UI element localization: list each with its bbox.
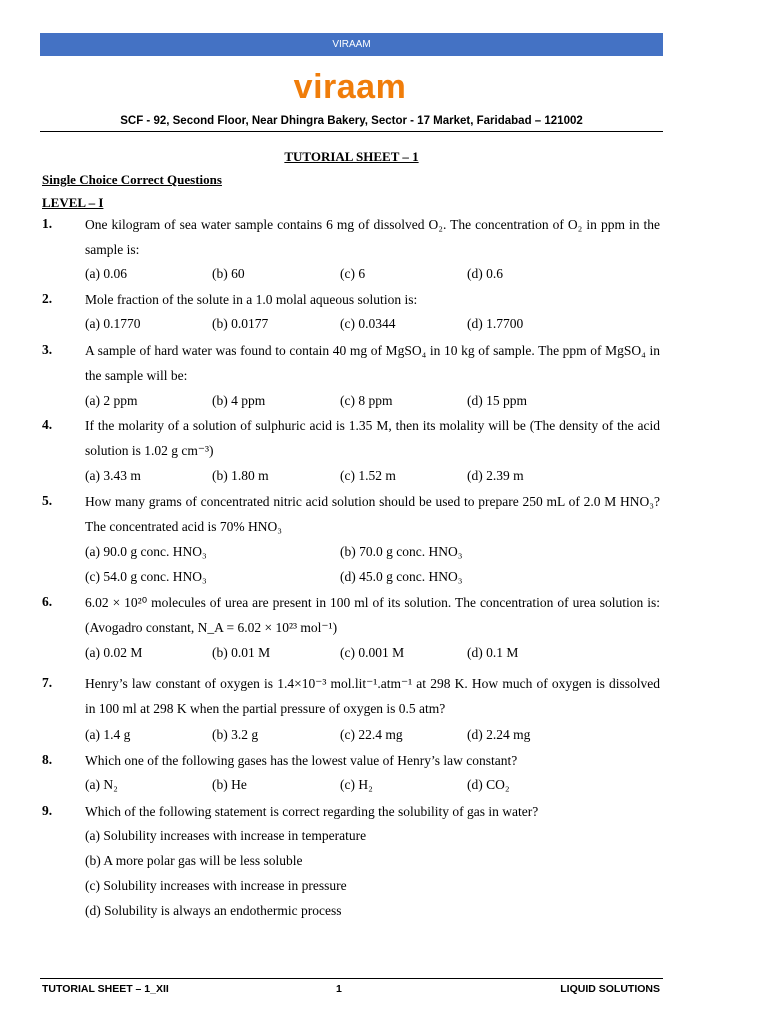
- option: (c) 6: [340, 266, 366, 281]
- question-number: 9.: [42, 803, 53, 818]
- option: (c) 1.52 m: [340, 468, 396, 483]
- option: (c) Solubility increases with increase in pressure: [85, 878, 347, 893]
- option: (c) 0.0344: [340, 316, 396, 331]
- option: (b) 0.0177: [212, 316, 269, 331]
- option: (d) 0.6: [467, 266, 503, 281]
- option: (b) He: [212, 777, 247, 792]
- option: (b) 4 ppm: [212, 393, 266, 408]
- question-number: 4.: [42, 417, 53, 432]
- option: (a) 90.0 g conc. HNO₃: [85, 544, 207, 559]
- question-number: 6.: [42, 594, 53, 609]
- question-text: If the molarity of a solution of sulphuric acid is 1.35 M, then its molality will be (The density of the acid solution is 1.02 g cm⁻³): [85, 418, 660, 458]
- option: (c) H₂: [340, 777, 373, 792]
- option: (d) 0.1 M: [467, 645, 519, 660]
- header-divider: [40, 131, 663, 132]
- option: (a) 1.4 g: [85, 727, 131, 742]
- footer-divider: [40, 978, 663, 979]
- option: (c) 54.0 g conc. HNO₃: [85, 569, 207, 584]
- option: (d) 15 ppm: [467, 393, 527, 408]
- option: (c) 22.4 mg: [340, 727, 403, 742]
- section-heading: Single Choice Correct Questions: [42, 172, 222, 187]
- footer-left: TUTORIAL SHEET – 1_XII: [42, 983, 169, 995]
- question-text: 6.02 × 10²⁰ molecules of urea are present in 100 ml of its solution. The concentration of urea solution is: (Avogadro constant, N_A = 6.02 × 10²³ mol⁻¹): [85, 595, 660, 635]
- level-heading: LEVEL – I: [42, 195, 104, 210]
- brand-logo: viraam: [293, 68, 407, 106]
- footer-right: LIQUID SOLUTIONS: [560, 983, 660, 995]
- question-number: 7.: [42, 675, 53, 690]
- page-title-text: TUTORIAL SHEET – 1: [284, 149, 419, 164]
- option: (b) 0.01 M: [212, 645, 271, 660]
- option: (d) Solubility is always an endothermic process: [85, 903, 342, 918]
- option: (a) N₂: [85, 777, 118, 792]
- option: (a) 2 ppm: [85, 393, 138, 408]
- address-line: SCF - 92, Second Floor, Near Dhingra Bakery, Sector - 17 Market, Faridabad – 121002: [120, 115, 583, 127]
- option: (a) Solubility increases with increase in temperature: [85, 828, 367, 843]
- question-text: Henry’s law constant of oxygen is 1.4×10⁻³ mol.lit⁻¹.atm⁻¹ at 298 K. How much of oxygen is dissolved in 100 ml at 298 K when the partial pressure of oxygen is 0.5 atm?: [85, 676, 660, 716]
- question-text: A sample of hard water was found to contain 40 mg of MgSO₄ in 10 kg of sample. The ppm of MgSO₄ in the sample will be:: [85, 343, 660, 383]
- option: (b) 1.80 m: [212, 468, 269, 483]
- question-number: 2.: [42, 291, 53, 306]
- question-text: Which of the following statement is correct regarding the solubility of gas in water?: [85, 804, 539, 819]
- page-title: [40, 149, 663, 165]
- question-text: Which one of the following gases has the lowest value of Henry’s law constant?: [85, 753, 518, 768]
- option: (a) 3.43 m: [85, 468, 141, 483]
- option: (d) CO₂: [467, 777, 510, 792]
- option: (d) 2.24 mg: [467, 727, 531, 742]
- option: (b) 60: [212, 266, 245, 281]
- option: (c) 0.001 M: [340, 645, 405, 660]
- option: (a) 0.06: [85, 266, 127, 281]
- question-number: 1.: [42, 216, 53, 231]
- option: (a) 0.1770: [85, 316, 141, 331]
- question-text: Mole fraction of the solute in a 1.0 molal aqueous solution is:: [85, 292, 418, 307]
- question-number: 8.: [42, 752, 53, 767]
- option: (a) 0.02 M: [85, 645, 143, 660]
- option: (d) 45.0 g conc. HNO₃: [340, 569, 463, 584]
- option: (d) 2.39 m: [467, 468, 524, 483]
- question-text: How many grams of concentrated nitric acid solution should be used to prepare 250 mL of 2.0 M HNO₃? The concentrated acid is 70% HNO₃: [85, 494, 660, 534]
- option: (b) A more polar gas will be less soluble: [85, 853, 303, 868]
- option: (b) 3.2 g: [212, 727, 259, 742]
- header-banner: VIRAAM: [40, 33, 663, 56]
- question-text: One kilogram of sea water sample contains 6 mg of dissolved O₂. The concentration of O₂ in ppm in the sample is:: [85, 217, 660, 257]
- option: (d) 1.7700: [467, 316, 524, 331]
- option: (b) 70.0 g conc. HNO₃: [340, 544, 463, 559]
- question-number: 3.: [42, 342, 53, 357]
- page-number: 1: [336, 983, 342, 995]
- question-number: 5.: [42, 493, 53, 508]
- option: (c) 8 ppm: [340, 393, 393, 408]
